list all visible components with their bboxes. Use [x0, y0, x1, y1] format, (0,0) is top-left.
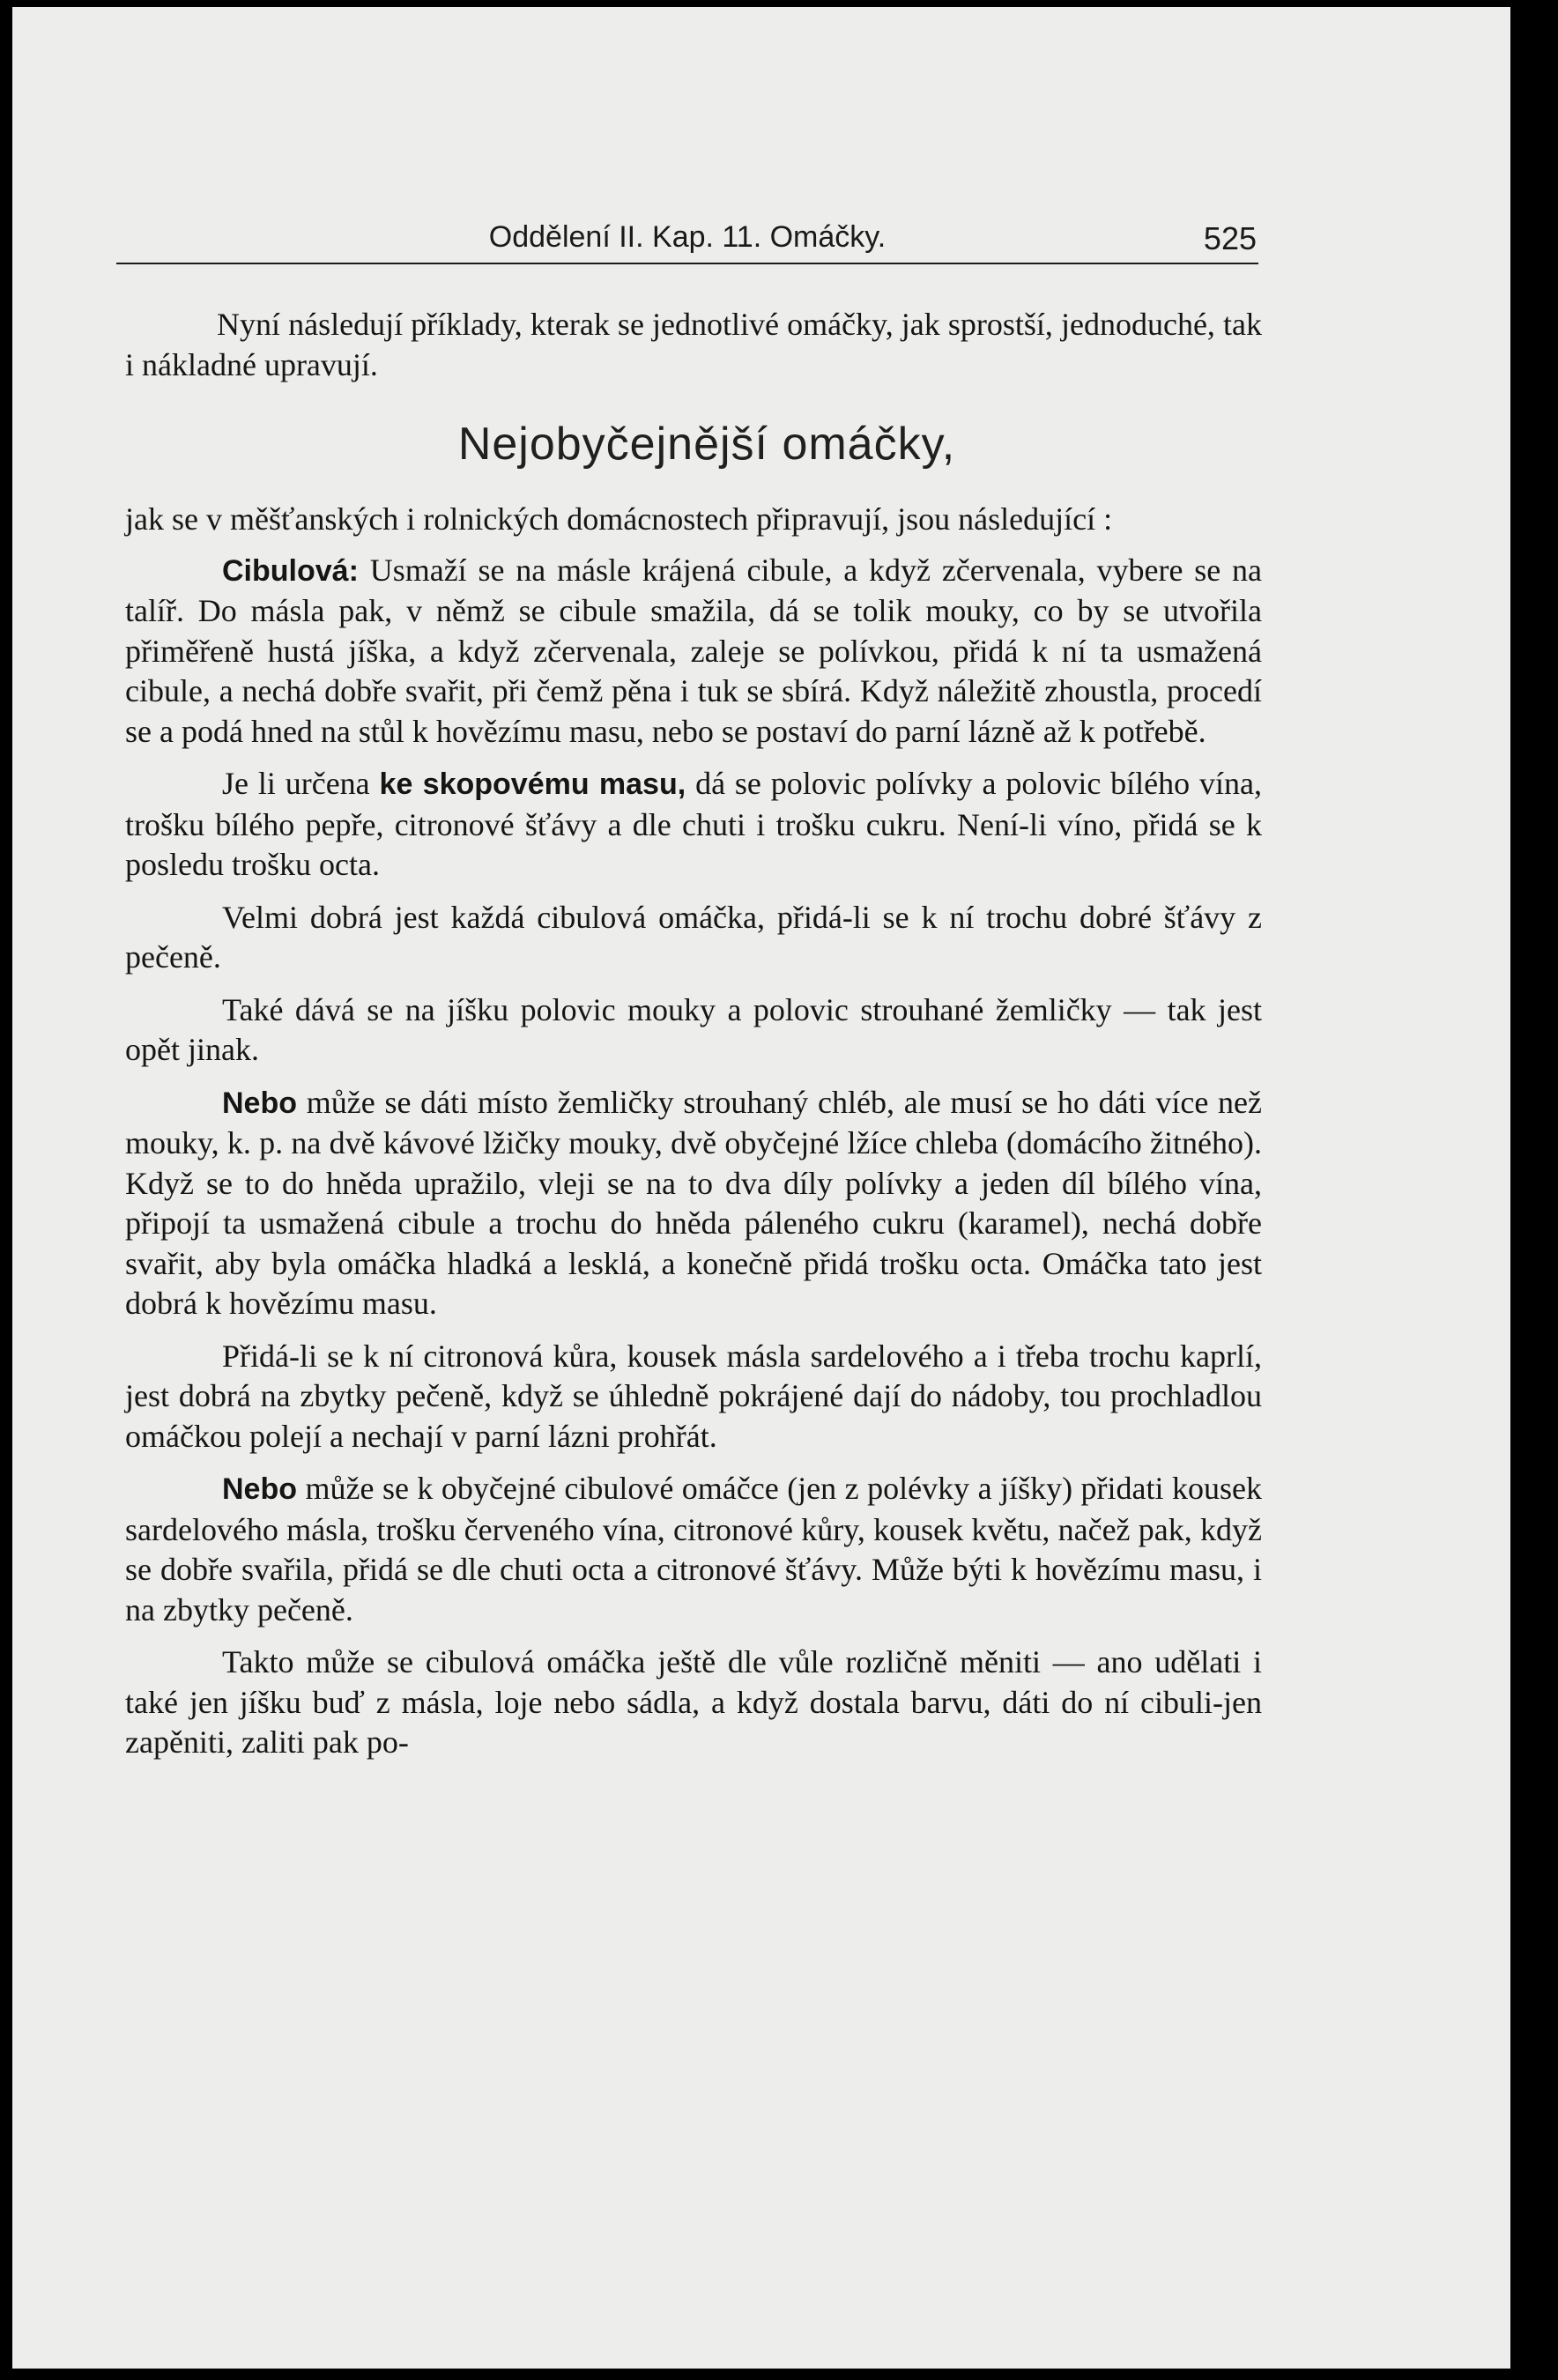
paragraph-velmi-dobra: Velmi dobrá jest každá cibulová omáčka, přidá-li se k ní trochu dobré šťávy z pečeně. [125, 899, 1262, 975]
paragraph-nebo-chleb [125, 1083, 1262, 1324]
section-heading: Nejobyčejnější omáčky, [457, 419, 956, 470]
book-page [12, 7, 1510, 2369]
paragraph-take-dava: Také dává se na jíšku polovic mouky a polovic strouhané žemličky — tak jest opět jinak. [125, 991, 1262, 1067]
paragraph-skopove-maso [125, 764, 1262, 886]
paragraph-takto: Takto může se cibulová omáčka ještě dle vůle rozličně měniti — ano udělati i také jen jíšku buď z másla, loje nebo sádla, a když dostala barvu, dáti do ní cibuli-jen zapěniti, zaliti pak po- [125, 1644, 1262, 1760]
emphasis-nebo-2: Nebo [222, 1472, 297, 1506]
paragraph-nebo-chleb-text: může se dáti místo žemličky strouhaný chléb, ale musí se ho dáti více než mouky, k. p. na dvě kávové lžičky mouky, dvě obyčejné lžíce chleba (domácího žitného). Když se to do hněda upražilo, vleji se na to dva díly polívky a jeden díl bílého vína, připojí ta usmažená cibule a trochu do hněda páleného cukru (karamel), nechá dobře svařit, aby byla omáčka hladká a lesklá, a konečně přidá trošku octa. Omáčka tato jest dobrá k hovězímu masu. [125, 1084, 1263, 1321]
paragraph-cibulova-text: Usmaží se na másle krájená cibule, a když zčervenala, vybere se na talíř. Do másla pak, v němž se cibule smažila, dá se tolik mouky, co by se utvořila přiměřeně hustá jíška, a když zčervenala, zaleje se polívkou, přidá k ní ta usmažená cibule, a nechá dobře svařit, při čemž pěna i tuk se sbírá. Když náležitě zhoustla, procedí se a podá hned na stůl k hovězímu masu, nebo se postaví do parní lázně až k potřebě. [125, 552, 1262, 749]
paragraph-cibulova [125, 551, 1262, 753]
recipe-label-cibulova: Cibulová: [222, 553, 359, 588]
paragraph-nebo-sardel-text: může se k obyčejné cibulové omáčce (jen z polévky a jíšky) přidati kousek sardelového másla, trošku červeného vína, citronové kůry, kousek květu, načež pak, když se dobře svařila, přidá se dle chuti octa a citronové šťávy. Může býti k hovězímu masu, i na zbytky pečeně. [125, 1471, 1263, 1627]
page-number: 525 [1203, 220, 1257, 256]
section-subheading: jak se v měšťanských i rolnických domácnostech připravují, jsou následující : [125, 501, 1113, 537]
paragraph-skopove-maso-post: dá se polovic polívky a polovic bílého vína, trošku bílého pepře, citronové šťávy a dle chuti i trošku cukru. Není-li víno, přidá se k posledu trošku octa. [125, 766, 1263, 882]
paragraph-skopove-maso-pre: Je li určena [222, 766, 370, 801]
intro-paragraph: Nyní následují příklady, kterak se jednotlivé omáčky, jak sprostší, jednoduché, tak i nákladné upravují. [125, 307, 1262, 382]
paragraph-nebo-sardel [125, 1469, 1262, 1630]
header-title: Oddělení II. Kap. 11. Omáčky. [488, 220, 887, 254]
emphasis-skopove-maso: ke skopovému masu, [379, 767, 686, 801]
running-header [116, 217, 1258, 264]
paragraph-citronova-kura: Přidá-li se k ní citronová kůra, kousek másla sardelového a i třeba trochu kaprlí, jest dobrá na zbytky pečeně, když se úhledně pokrájené dají do nádoby, tou prochladlou omáčkou polejí a nechají v parní lázni prohřát. [125, 1338, 1262, 1454]
page-body [125, 305, 1262, 1776]
emphasis-nebo: Nebo [222, 1086, 297, 1120]
